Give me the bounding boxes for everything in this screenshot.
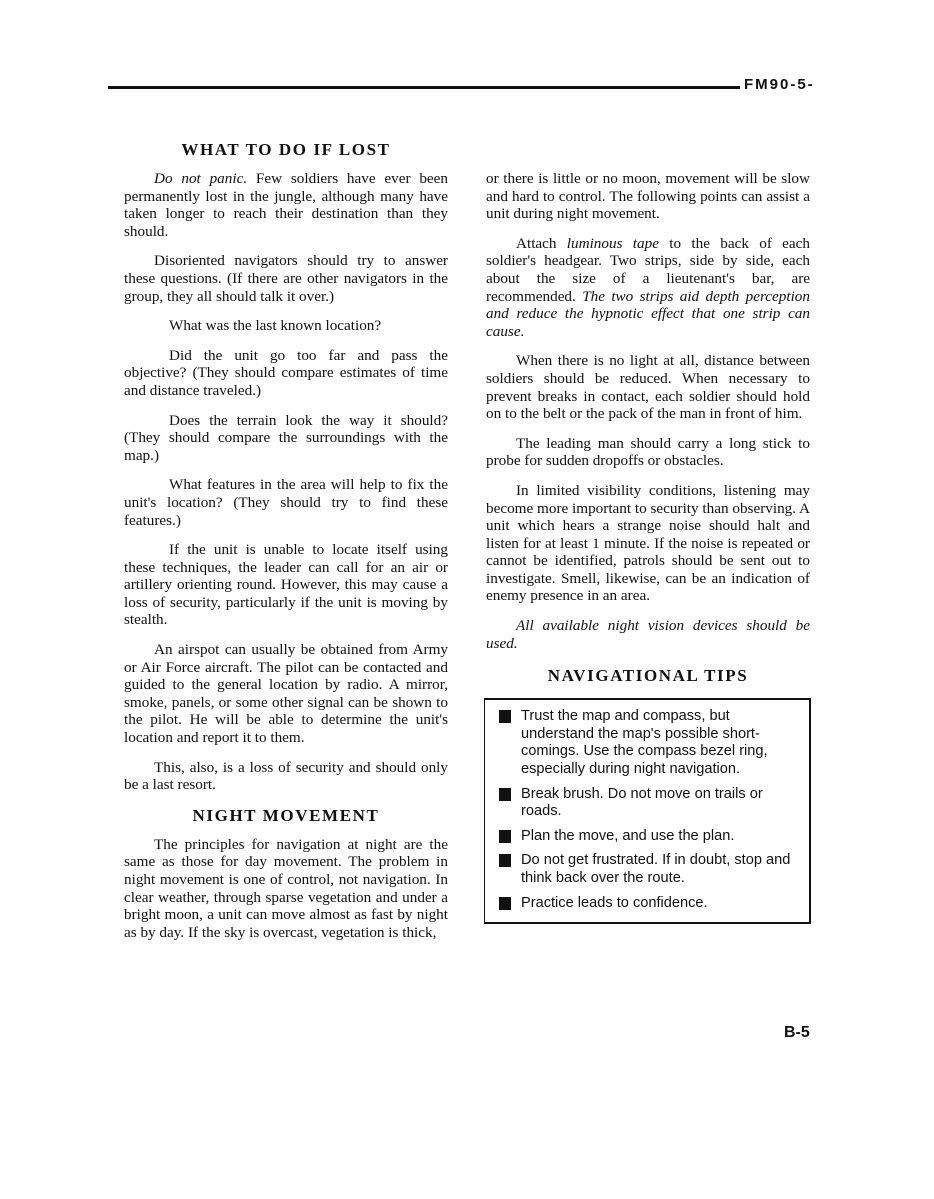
square-bullet-icon <box>499 897 511 910</box>
paragraph-do-not-panic <box>124 170 448 240</box>
tip-text: Trust the map and compass, but understand the map's possible short-comings. Use the compass bezel ring, especially during night navigation. <box>521 708 768 778</box>
tip-text: Break brush. Do not move on trails or roads. <box>521 785 763 820</box>
paragraph-disoriented-navigators: Disoriented navigators should try to answer these questions. (If there are other navigators in the group, they all should talk it over.) <box>124 252 448 305</box>
paragraph-leading-man: The leading man should carry a long stick to probe for sudden dropoffs or obstacles. <box>486 434 810 470</box>
tip-item <box>499 852 795 887</box>
tip-item <box>499 708 795 778</box>
paragraph-night-principles: The principles for navigation at night are the same as those for day movement. The problem in night movement is one of control, not navigation. In clear weather, through sparse vegetation and under a bright moon, a unit can move almost as fast by night as by day. If the sky is overcast, vegetation is thick, <box>124 835 448 941</box>
heading-navigational-tips: NAVIGATIONAL TIPS <box>547 666 749 686</box>
paragraph-night-continued: or there is little or no moon, movement will be slow and hard to control. The following points can assist a unit during night movement. <box>486 170 810 223</box>
paragraph-no-light: When there is no light at all, distance between soldiers should be reduced. When necessary to prevent breaks in contact, each soldier should hold on to the belt or the pack of the man in front of him. <box>486 352 810 423</box>
paragraph-luminous-tape <box>486 235 810 341</box>
luminous-text-b: to the back of each soldier's headgear. Two strips, side by side, each about the size of a lieutenant's bar, are recommended. <box>486 234 810 305</box>
right-column <box>486 170 810 924</box>
manual-code: FM90-5- <box>744 76 815 93</box>
do-not-panic-body: Few soldiers have ever been permanently lost in the jungle, although many have taken longer to reach their destination than they should. <box>124 170 449 240</box>
page-number: B-5 <box>784 1024 810 1041</box>
tips-box <box>484 698 811 924</box>
paragraph-night-vision <box>486 617 810 652</box>
tip-text: Plan the move, and use the plan. <box>521 827 735 844</box>
question-too-far: Did the unit go too far and pass the objective? (They should compare estimates of time and distance traveled.) <box>124 346 448 399</box>
header-rule <box>108 86 740 89</box>
luminous-tape-term: luminous tape <box>566 234 659 252</box>
heading-night-movement: NIGHT MOVEMENT <box>192 805 380 825</box>
paragraph-airspot: An airspot can usually be obtained from Army or Air Force aircraft. The pilot can be contacted and guided to the general location by radio. A mirror, smoke, panels, or some other signal can be shown to the pilot. He will be able to determine the unit's location and report it to them. <box>124 641 448 747</box>
question-last-known-location: What was the last known location? <box>169 317 382 335</box>
square-bullet-icon <box>499 854 511 867</box>
luminous-emphasis: The two strips aid depth perception and reduce the hypnotic effect that one strip can cause. <box>486 287 810 340</box>
square-bullet-icon <box>499 830 511 843</box>
paragraph-limited-visibility: In limited visibility conditions, listening may become more important to security than observing. A unit which hears a strange noise should halt and listen for at least 1 minute. If the noise is repeated or cannot be identified, patrols should be sent out to investigate. Smell, likewise, can be an indication of enemy presence in an area. <box>486 481 810 605</box>
luminous-text-a: Attach <box>516 234 567 252</box>
tip-text: Practice leads to confidence. <box>521 894 708 911</box>
tip-text: Do not get frustrated. If in doubt, stop and think back over the route. <box>521 852 791 886</box>
paragraph-last-resort: This, also, is a loss of security and should only be a last resort. <box>124 758 448 794</box>
do-not-panic-lead: Do not panic. <box>154 170 248 187</box>
heading-what-to-do-if-lost: WHAT TO DO IF LOST <box>181 140 391 159</box>
night-vision-text: All available night vision devices should be used. <box>486 617 810 652</box>
paragraph-orienting-round: If the unit is unable to locate itself using these techniques, the leader can call for an air or artillery orienting round. However, this may cause a loss of security, particularly if the unit is moving by stealth. <box>124 541 448 629</box>
tip-item <box>499 786 795 821</box>
tip-item <box>499 828 795 846</box>
square-bullet-icon <box>499 710 511 723</box>
left-column <box>124 140 448 953</box>
square-bullet-icon <box>499 788 511 801</box>
question-terrain: Does the terrain look the way it should? (They should compare the surroundings with the map.) <box>124 411 448 464</box>
tip-item <box>499 895 795 913</box>
question-features: What features in the area will help to fix the unit's location? (They should try to find these features.) <box>124 476 448 529</box>
